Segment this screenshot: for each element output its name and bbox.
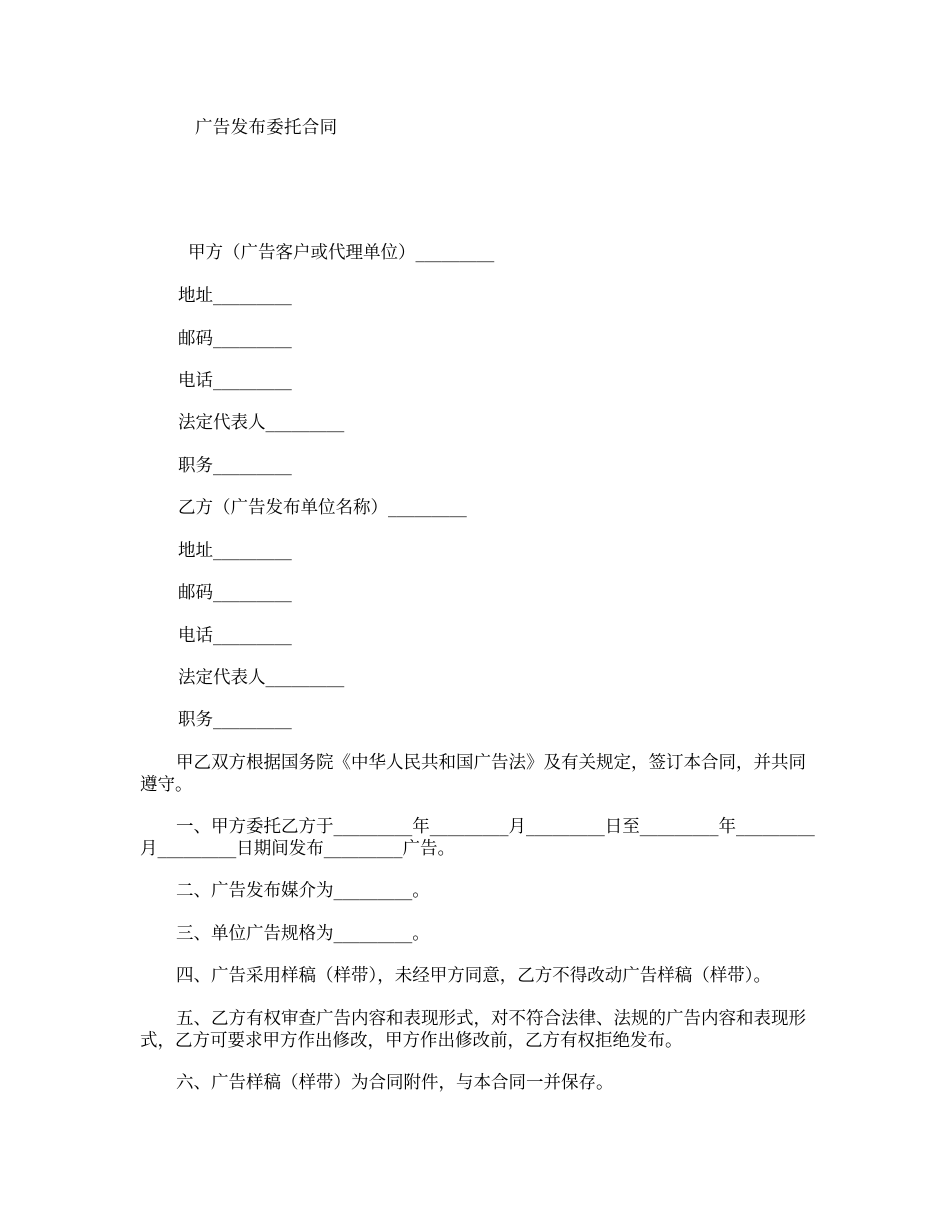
- party-b-postcode: 邮码_________: [178, 583, 292, 603]
- clause-5: 五、乙方有权审查广告内容和表现形式，对不符合法律、法规的广告内容和表现形式，乙方可要求甲方作出修改，甲方作出修改前，乙方有权拒绝发布。: [140, 1009, 806, 1051]
- party-a-position: 职务_________: [178, 456, 292, 476]
- party-b-position: 职务_________: [178, 710, 292, 730]
- party-b-heading: 乙方（广告发布单位名称）_________: [178, 498, 467, 518]
- party-a-legal-rep: 法定代表人_________: [178, 413, 345, 433]
- party-b-legal-rep: 法定代表人_________: [178, 668, 345, 688]
- preamble-paragraph: 甲乙双方根据国务院《中华人民共和国广告法》及有关规定，签订本合同，并共同遵守。: [140, 753, 806, 795]
- party-b-phone: 电话_________: [178, 626, 292, 646]
- party-a-phone: 电话_________: [178, 371, 292, 391]
- clause-2: 二、广告发布媒介为_________。: [176, 881, 430, 901]
- clause-6: 六、广告样稿（样带）为合同附件，与本合同一并保存。: [176, 1073, 614, 1093]
- party-b-address: 地址_________: [178, 541, 292, 561]
- party-a-address: 地址_________: [178, 286, 292, 306]
- clause-4: 四、广告采用样稿（样带），未经甲方同意，乙方不得改动广告样稿（样带）。: [176, 966, 771, 986]
- document-title: 广告发布委托合同: [195, 118, 338, 138]
- party-a-postcode: 邮码_________: [178, 329, 292, 349]
- clause-3: 三、单位广告规格为_________。: [176, 924, 430, 944]
- party-a-heading: 甲方（广告客户或代理单位）_________: [188, 243, 495, 263]
- clause-1: 一、甲方委托乙方于_________年_________月_________日至_________年_________月_________日期间发布_________广告。: [140, 817, 815, 859]
